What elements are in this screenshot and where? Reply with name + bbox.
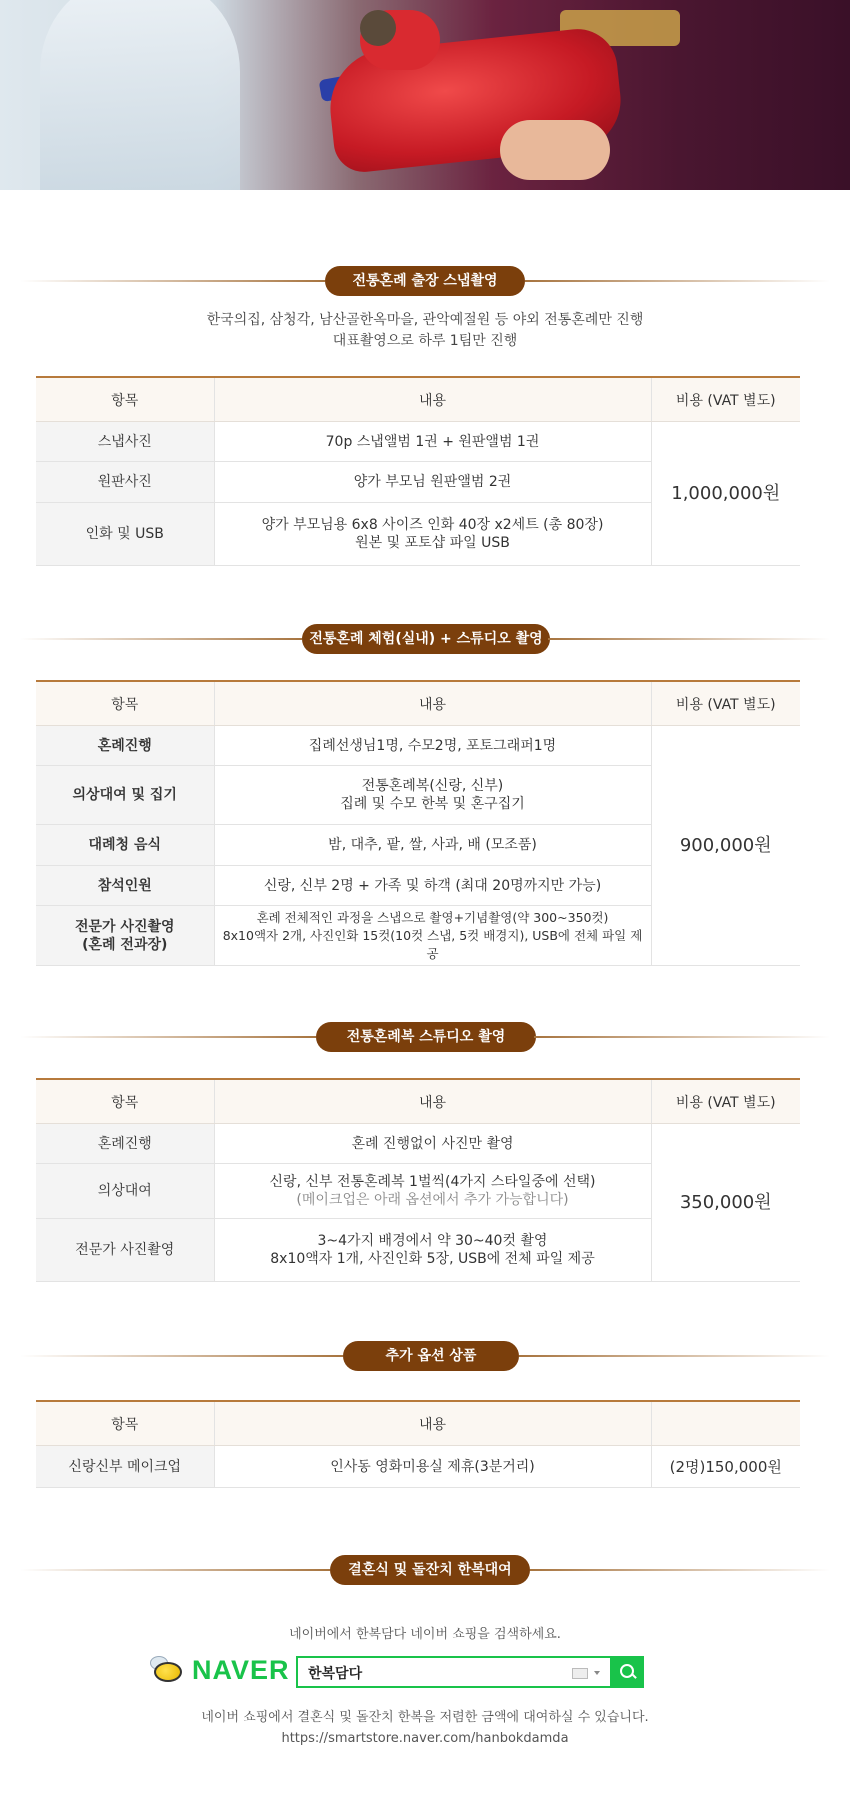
content-cell: 집례선생님1명, 수모2명, 포토그래퍼1명: [214, 726, 651, 766]
price-cell: (2명)150,000원: [651, 1446, 800, 1488]
content-line: 양가 부모님용 6x8 사이즈 인화 40장 x2세트 (총 80장): [261, 517, 604, 533]
section-pill: 결혼식 및 돌잔치 한복대여: [330, 1555, 530, 1585]
description-line: 대표촬영으로 하루 1팀만 진행: [332, 333, 518, 349]
section-title-2: [0, 624, 850, 654]
content-cell: 70p 스냅앨범 1권 + 원판앨범 1권: [214, 422, 651, 462]
naver-note-line: 네이버 쇼핑에서 결혼식 및 돌잔치 한복을 저렴한 금액에 대여하실 수 있습니다.: [201, 1710, 649, 1725]
price-cell: 1,000,000원: [651, 422, 800, 566]
content-line: 집례 및 수모 한복 및 혼구집기: [340, 796, 525, 812]
item-cell: 혼례진행: [36, 1124, 214, 1164]
description-line: 한국의집, 삼청각, 남산골한옥마을, 관악예절원 등 야외 전통혼례만 진행: [206, 312, 644, 328]
naver-logo: [150, 1654, 290, 1686]
item-cell: 신랑신부 메이크업: [36, 1446, 214, 1488]
content-cell: [214, 766, 651, 825]
section-pill: 전통혼례복 스튜디오 촬영: [316, 1022, 536, 1052]
section-title-3: [0, 1022, 850, 1052]
header-price: 비용 (VAT 별도): [651, 1079, 800, 1124]
header-content: 내용: [214, 681, 651, 726]
content-cell: 양가 부모님 원판앨범 2권: [214, 462, 651, 503]
header-content: 내용: [214, 1401, 651, 1446]
content-line: 8x10액자 2개, 사진인화 15컷(10컷 스냅, 5컷 배경지), USB에 전체 파일 제공: [222, 927, 643, 961]
item-cell: 의상대여 및 집기: [36, 766, 214, 825]
naver-wordmark: NAVER: [192, 1654, 290, 1685]
item-cell: 전문가 사진촬영: [36, 1219, 214, 1282]
hero-image: [0, 0, 850, 190]
content-cell: 신랑, 신부 2명 + 가족 및 하객 (최대 20명까지만 가능): [214, 866, 651, 906]
content-note: (메이크업은 아래 옵션에서 추가 가능합니다): [296, 1192, 569, 1208]
content-line: 원본 및 포토샵 파일 USB: [355, 535, 510, 551]
content-cell: 혼례 진행없이 사진만 촬영: [214, 1124, 651, 1164]
price-cell: 350,000원: [651, 1124, 800, 1282]
wooden-duck-shape: [360, 10, 396, 46]
content-cell: 인사동 영화미용실 제휴(3분거리): [214, 1446, 651, 1488]
price-table-4: [36, 1400, 800, 1488]
header-item: 항목: [36, 681, 214, 726]
section-description: [0, 310, 850, 352]
section-title-1: [0, 266, 850, 296]
bee-icon: [150, 1656, 186, 1684]
search-button[interactable]: [610, 1656, 644, 1688]
section-pill: 전통혼례 출장 스냅촬영: [325, 266, 525, 296]
item-cell: 원판사진: [36, 462, 214, 503]
search-input[interactable]: [306, 1661, 560, 1685]
item-line: (혼례 전과장): [82, 936, 168, 953]
section-title-4: [0, 1341, 850, 1371]
header-item: 항목: [36, 1079, 214, 1124]
header-content: 내용: [214, 377, 651, 422]
header-item: 항목: [36, 1401, 214, 1446]
keyboard-icon[interactable]: [572, 1668, 588, 1679]
price-cell: 900,000원: [651, 726, 800, 966]
content-cell: [214, 906, 651, 966]
item-cell: 대례청 음식: [36, 825, 214, 866]
price-table-2: [36, 680, 800, 966]
naver-intro: 네이버에서 한복담다 네이버 쇼핑을 검색하세요.: [289, 1627, 561, 1642]
item-cell: [36, 906, 214, 966]
section-pill: 추가 옵션 상품: [343, 1341, 519, 1371]
naver-note: [0, 1707, 850, 1749]
section-title-5: [0, 1555, 850, 1585]
naver-url[interactable]: https://smartstore.naver.com/hanbokdamda: [281, 1731, 569, 1746]
header-item: 항목: [36, 377, 214, 422]
content-line: 8x10액자 1개, 사진인화 5장, USB에 전체 파일 제공: [270, 1251, 595, 1267]
header-content: 내용: [214, 1079, 651, 1124]
content-cell: [214, 1219, 651, 1282]
item-cell: 의상대여: [36, 1164, 214, 1219]
bride-robe-shape: [40, 0, 240, 190]
content-line: 전통혼례복(신랑, 신부): [361, 778, 504, 794]
header-price: 비용 (VAT 별도): [651, 681, 800, 726]
naver-search-box: [296, 1656, 644, 1688]
content-line: 3~4가지 배경에서 약 30~40컷 촬영: [317, 1233, 548, 1249]
item-cell: 스냅사진: [36, 422, 214, 462]
item-cell: 인화 및 USB: [36, 503, 214, 566]
header-price: [651, 1401, 800, 1446]
header-price: 비용 (VAT 별도): [651, 377, 800, 422]
item-line: 전문가 사진촬영: [74, 918, 175, 935]
content-line: 혼례 전체적인 과정을 스냅으로 촬영+기념촬영(약 300~350컷): [256, 909, 609, 925]
hand-shape: [500, 120, 610, 180]
chevron-down-icon[interactable]: [594, 1671, 600, 1675]
content-line: 신랑, 신부 전통혼례복 1벌씩(4가지 스타일중에 선택): [269, 1174, 596, 1190]
item-cell: 혼례진행: [36, 726, 214, 766]
content-cell: 밤, 대추, 팥, 쌀, 사과, 배 (모조품): [214, 825, 651, 866]
price-table-3: [36, 1078, 800, 1282]
section-pill: 전통혼례 체험(실내) + 스튜디오 촬영: [302, 624, 550, 654]
content-cell: [214, 503, 651, 566]
price-table-1: [36, 376, 800, 566]
item-cell: 참석인원: [36, 866, 214, 906]
content-cell: [214, 1164, 651, 1219]
